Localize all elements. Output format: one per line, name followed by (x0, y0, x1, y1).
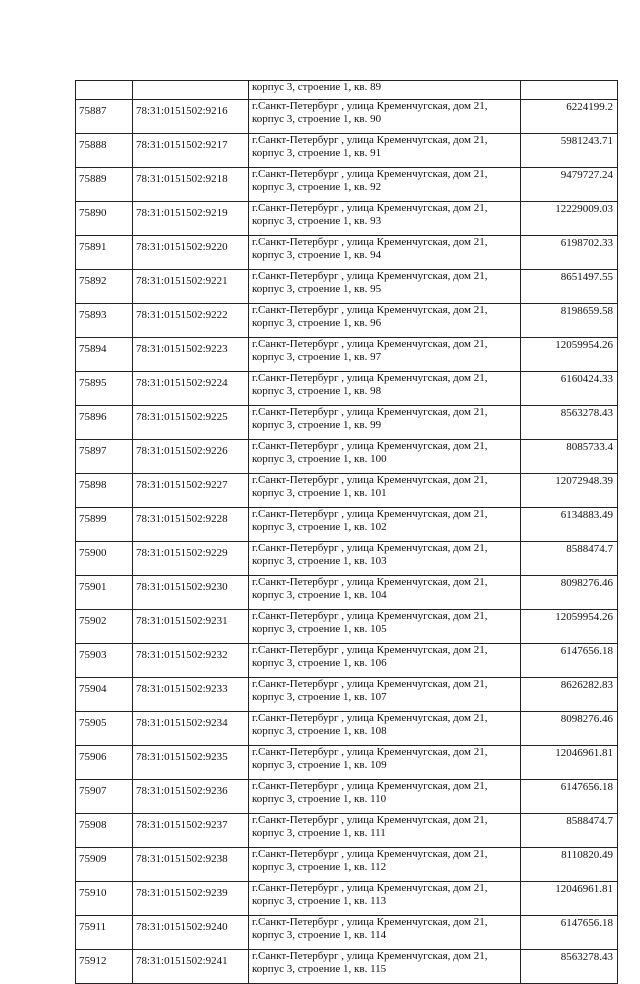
table-row (76, 474, 618, 508)
table-row (76, 712, 618, 746)
address-cell (249, 168, 521, 202)
address-line-2: корпус 3, строение 1, кв. 101 (252, 487, 387, 499)
cadastral-number-cell: 78:31:0151502:9236 (133, 780, 249, 814)
address-line-1: г.Санкт-Петербург , улица Кременчугская, дом 21, (252, 372, 488, 384)
row-number-cell: 75902 (76, 610, 133, 644)
cadastral-number-cell: 78:31:0151502:9216 (133, 100, 249, 134)
address-line-1: г.Санкт-Петербург , улица Кременчугская, дом 21, (252, 950, 488, 962)
address-line-2: корпус 3, строение 1, кв. 108 (252, 725, 387, 737)
table-row (76, 304, 618, 338)
address-line-2: корпус 3, строение 1, кв. 114 (252, 929, 387, 941)
table-row (76, 168, 618, 202)
address-line-1: г.Санкт-Петербург , улица Кременчугская, дом 21, (252, 916, 488, 928)
address-line-1: г.Санкт-Петербург , улица Кременчугская, дом 21, (252, 508, 488, 520)
address-cell (249, 814, 521, 848)
row-number-cell: 75901 (76, 576, 133, 610)
table-row (76, 440, 618, 474)
value-cell: 8098276.46 (521, 712, 618, 746)
property-table-body (76, 81, 618, 984)
address-line-2: корпус 3, строение 1, кв. 94 (252, 249, 382, 261)
address-line-2: корпус 3, строение 1, кв. 106 (252, 657, 387, 669)
address-cell (249, 508, 521, 542)
value-cell: 8198659.58 (521, 304, 618, 338)
address-line-2: корпус 3, строение 1, кв. 90 (252, 113, 382, 125)
value-cell: 12059954.26 (521, 338, 618, 372)
row-number-cell: 75912 (76, 950, 133, 984)
cadastral-number-cell: 78:31:0151502:9228 (133, 508, 249, 542)
address-line-1: г.Санкт-Петербург , улица Кременчугская, дом 21, (252, 134, 488, 146)
address-line-2: корпус 3, строение 1, кв. 111 (252, 827, 386, 839)
table-row (76, 610, 618, 644)
cadastral-number-cell: 78:31:0151502:9222 (133, 304, 249, 338)
address-cell (249, 882, 521, 916)
table-row (76, 882, 618, 916)
address-line-1: г.Санкт-Петербург , улица Кременчугская, дом 21, (252, 848, 488, 860)
address-line-2: корпус 3, строение 1, кв. 96 (252, 317, 382, 329)
address-cell (249, 712, 521, 746)
value-cell: 8588474.7 (521, 814, 618, 848)
address-line-1: г.Санкт-Петербург , улица Кременчугская, дом 21, (252, 100, 488, 112)
value-cell: 8563278.43 (521, 406, 618, 440)
table-row (76, 916, 618, 950)
address-cell (249, 406, 521, 440)
cadastral-number-cell: 78:31:0151502:9235 (133, 746, 249, 780)
table-row (76, 678, 618, 712)
cadastral-number-cell: 78:31:0151502:9233 (133, 678, 249, 712)
value-cell: 5981243.71 (521, 134, 618, 168)
address-line-2: корпус 3, строение 1, кв. 112 (252, 861, 387, 873)
table-row (76, 134, 618, 168)
cadastral-number-cell: 78:31:0151502:9223 (133, 338, 249, 372)
address-cell (249, 236, 521, 270)
address-cell (249, 134, 521, 168)
address-cell (249, 542, 521, 576)
cadastral-number-cell: 78:31:0151502:9237 (133, 814, 249, 848)
address-cell (249, 950, 521, 984)
table-row (76, 270, 618, 304)
cadastral-number-cell: 78:31:0151502:9230 (133, 576, 249, 610)
table-row (76, 372, 618, 406)
cadastral-number-cell: 78:31:0151502:9218 (133, 168, 249, 202)
row-number-cell: 75893 (76, 304, 133, 338)
address-cell (249, 202, 521, 236)
address-cell (249, 678, 521, 712)
cadastral-number-cell: 78:31:0151502:9226 (133, 440, 249, 474)
address-cell (249, 780, 521, 814)
cadastral-number-cell: 78:31:0151502:9217 (133, 134, 249, 168)
row-number-cell: 75896 (76, 406, 133, 440)
cadastral-number-cell: 78:31:0151502:9220 (133, 236, 249, 270)
value-cell (521, 81, 618, 100)
address-line-1: г.Санкт-Петербург , улица Кременчугская, дом 21, (252, 780, 488, 792)
cadastral-number-cell: 78:31:0151502:9227 (133, 474, 249, 508)
address-cell (249, 81, 521, 100)
value-cell: 6160424.33 (521, 372, 618, 406)
address-line-1: г.Санкт-Петербург , улица Кременчугская, дом 21, (252, 270, 488, 282)
value-cell: 8098276.46 (521, 576, 618, 610)
value-cell: 8588474.7 (521, 542, 618, 576)
address-line-1: г.Санкт-Петербург , улица Кременчугская, дом 21, (252, 236, 488, 248)
table-row (76, 406, 618, 440)
cadastral-number-cell: 78:31:0151502:9241 (133, 950, 249, 984)
address-line-2: корпус 3, строение 1, кв. 95 (252, 283, 382, 295)
row-number-cell: 75898 (76, 474, 133, 508)
cadastral-number-cell: 78:31:0151502:9225 (133, 406, 249, 440)
address-line-1: г.Санкт-Петербург , улица Кременчугская, дом 21, (252, 678, 488, 690)
table-row (76, 100, 618, 134)
address-line-1: г.Санкт-Петербург , улица Кременчугская, дом 21, (252, 168, 488, 180)
cadastral-number-cell: 78:31:0151502:9219 (133, 202, 249, 236)
address-line-2: корпус 3, строение 1, кв. 105 (252, 623, 387, 635)
row-number-cell: 75887 (76, 100, 133, 134)
address-line-1: г.Санкт-Петербург , улица Кременчугская, дом 21, (252, 882, 488, 894)
cadastral-number-cell: 78:31:0151502:9234 (133, 712, 249, 746)
address-line-2: корпус 3, строение 1, кв. 97 (252, 351, 382, 363)
row-number-cell: 75905 (76, 712, 133, 746)
value-cell: 6224199.2 (521, 100, 618, 134)
row-number-cell: 75909 (76, 848, 133, 882)
table-row (76, 644, 618, 678)
value-cell: 12059954.26 (521, 610, 618, 644)
row-number-cell: 75888 (76, 134, 133, 168)
value-cell: 6147656.18 (521, 780, 618, 814)
row-number-cell: 75910 (76, 882, 133, 916)
row-number-cell: 75899 (76, 508, 133, 542)
value-cell: 9479727.24 (521, 168, 618, 202)
cadastral-number-cell: 78:31:0151502:9239 (133, 882, 249, 916)
table-row (76, 202, 618, 236)
address-line-1: г.Санкт-Петербург , улица Кременчугская, дом 21, (252, 576, 488, 588)
address-line-2: корпус 3, строение 1, кв. 102 (252, 521, 387, 533)
address-cell (249, 338, 521, 372)
address-cell (249, 100, 521, 134)
address-line-2: корпус 3, строение 1, кв. 91 (252, 147, 382, 159)
row-number-cell: 75894 (76, 338, 133, 372)
address-line-1: г.Санкт-Петербург , улица Кременчугская, дом 21, (252, 440, 488, 452)
value-cell: 12046961.81 (521, 746, 618, 780)
value-cell: 8110820.49 (521, 848, 618, 882)
table-row (76, 338, 618, 372)
value-cell: 8085733.4 (521, 440, 618, 474)
address-line-2: корпус 3, строение 1, кв. 104 (252, 589, 387, 601)
row-number-cell: 75897 (76, 440, 133, 474)
address-cell (249, 746, 521, 780)
address-line-1: г.Санкт-Петербург , улица Кременчугская, дом 21, (252, 338, 488, 350)
cadastral-number-cell: 78:31:0151502:9229 (133, 542, 249, 576)
address-cell (249, 474, 521, 508)
table-row (76, 576, 618, 610)
address-line-1: г.Санкт-Петербург , улица Кременчугская, дом 21, (252, 644, 488, 656)
cadastral-number-cell: 78:31:0151502:9231 (133, 610, 249, 644)
value-cell: 6147656.18 (521, 916, 618, 950)
address-cell (249, 270, 521, 304)
address-line-1: г.Санкт-Петербург , улица Кременчугская, дом 21, (252, 304, 488, 316)
address-cell (249, 576, 521, 610)
address-line-2: корпус 3, строение 1, кв. 110 (252, 793, 387, 805)
value-cell: 8651497.55 (521, 270, 618, 304)
table-row (76, 542, 618, 576)
address-line-2: корпус 3, строение 1, кв. 109 (252, 759, 387, 771)
cadastral-number-cell: 78:31:0151502:9240 (133, 916, 249, 950)
value-cell: 12072948.39 (521, 474, 618, 508)
address-line-2: корпус 3, строение 1, кв. 92 (252, 181, 382, 193)
address-cell (249, 440, 521, 474)
address-line-2: корпус 3, строение 1, кв. 113 (252, 895, 387, 907)
row-number-cell: 75890 (76, 202, 133, 236)
table-row (76, 236, 618, 270)
cadastral-number-cell: 78:31:0151502:9224 (133, 372, 249, 406)
address-cell (249, 644, 521, 678)
property-table (75, 80, 618, 984)
value-cell: 12046961.81 (521, 882, 618, 916)
address-line-1: г.Санкт-Петербург , улица Кременчугская, дом 21, (252, 814, 488, 826)
table-row (76, 746, 618, 780)
cadastral-number-cell: 78:31:0151502:9221 (133, 270, 249, 304)
address-line-2: корпус 3, строение 1, кв. 115 (252, 963, 387, 975)
row-number-cell: 75900 (76, 542, 133, 576)
address-line-2: корпус 3, строение 1, кв. 93 (252, 215, 382, 227)
address-line-2: корпус 3, строение 1, кв. 99 (252, 419, 382, 431)
row-number-cell: 75892 (76, 270, 133, 304)
cadastral-number-cell (133, 81, 249, 100)
row-number-cell: 75904 (76, 678, 133, 712)
address-line-1: г.Санкт-Петербург , улица Кременчугская, дом 21, (252, 746, 488, 758)
address-cell (249, 916, 521, 950)
address-line-2: корпус 3, строение 1, кв. 103 (252, 555, 387, 567)
address-line-1: г.Санкт-Петербург , улица Кременчугская, дом 21, (252, 712, 488, 724)
value-cell: 6147656.18 (521, 644, 618, 678)
value-cell: 8626282.83 (521, 678, 618, 712)
value-cell: 12229009.03 (521, 202, 618, 236)
cadastral-number-cell: 78:31:0151502:9232 (133, 644, 249, 678)
address-line-1: г.Санкт-Петербург , улица Кременчугская, дом 21, (252, 610, 488, 622)
table-row (76, 814, 618, 848)
address-line-2: корпус 3, строение 1, кв. 89 (252, 81, 382, 93)
row-number-cell: 75908 (76, 814, 133, 848)
table-row (76, 848, 618, 882)
address-cell (249, 372, 521, 406)
row-number-cell: 75903 (76, 644, 133, 678)
address-cell (249, 848, 521, 882)
value-cell: 6134883.49 (521, 508, 618, 542)
address-line-2: корпус 3, строение 1, кв. 100 (252, 453, 387, 465)
row-number-cell: 75891 (76, 236, 133, 270)
table-row (76, 508, 618, 542)
value-cell: 8563278.43 (521, 950, 618, 984)
address-line-1: г.Санкт-Петербург , улица Кременчугская, дом 21, (252, 406, 488, 418)
address-line-1: г.Санкт-Петербург , улица Кременчугская, дом 21, (252, 202, 488, 214)
address-line-1: г.Санкт-Петербург , улица Кременчугская, дом 21, (252, 474, 488, 486)
row-number-cell: 75889 (76, 168, 133, 202)
table-row (76, 950, 618, 984)
address-line-2: корпус 3, строение 1, кв. 98 (252, 385, 382, 397)
row-number-cell: 75907 (76, 780, 133, 814)
table-row (76, 780, 618, 814)
row-number-cell: 75906 (76, 746, 133, 780)
address-line-1: г.Санкт-Петербург , улица Кременчугская, дом 21, (252, 542, 488, 554)
row-number-cell: 75895 (76, 372, 133, 406)
row-number-cell (76, 81, 133, 100)
value-cell: 6198702.33 (521, 236, 618, 270)
cadastral-number-cell: 78:31:0151502:9238 (133, 848, 249, 882)
row-number-cell: 75911 (76, 916, 133, 950)
table-row-continuation (76, 81, 618, 100)
address-cell (249, 304, 521, 338)
address-cell (249, 610, 521, 644)
address-line-2: корпус 3, строение 1, кв. 107 (252, 691, 387, 703)
